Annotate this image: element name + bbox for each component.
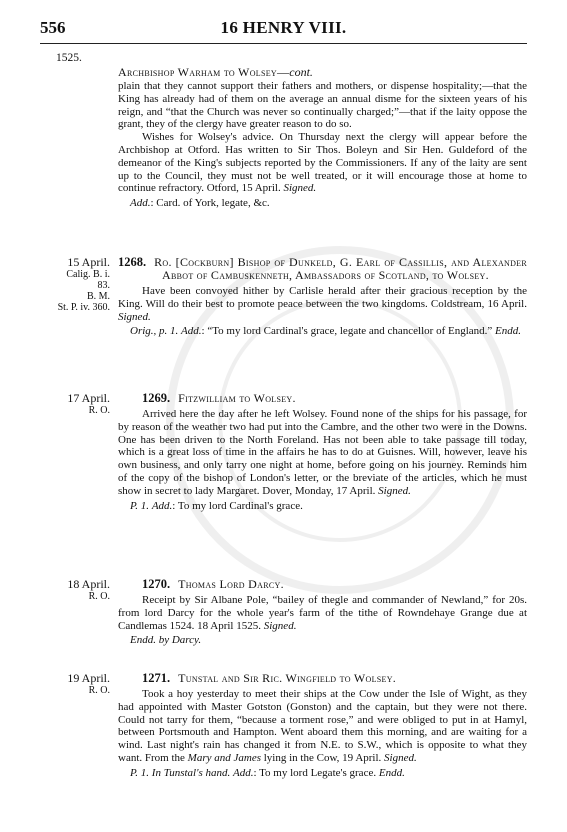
entry-date: 19 April. [67,671,110,685]
ship-name: Mary and James [187,751,261,764]
entry-ref: R. O. [88,404,110,416]
entry-paragraph: Took a hoy yesterday to meet their ships at the Cow under the Isle of Wight, as they had appointed with Master Gotston (Gonston) and the captain, but they were not there. Could not tarry for them, “because a torment rose,” and were obliged to put in at Hamyl, between Portsmouth and Hampton. Went aboard them this morning, and are waiting for a wind. Last night's rain has changed it from N.E. to S.W., which is opposite to what they want. From the Mary and James lying in the Cow, 19 April. Signed. [118,688,527,764]
entry-title: Tunstal and Sir Ric. Wingfield to Wolsey. [178,671,397,685]
entry-ref: 83. [97,279,110,291]
entry-side [40,392,110,416]
signed-label: Signed. [384,751,417,764]
entry-paragraph: Arrived here the day after he left Wolsey. Found none of the ships for his passage, for by reason of the weather two had put into the Cambre, and the other two were in the Downs. One has been driven to the North Foreland. Has not been able to take passage till today, which is a great loss of time in the affairs he has to do at Guisnes. Will, however, leave his own business, and only tarry one night at home, before going on his journey. Reminds him of the copy of the bishop of London's letter, or the breviate of the articles, which he must show in secret to lady Margaret. Dover, Monday, 17 April. Signed. [118,408,527,497]
entry-paragraph: Receipt by Sir Albane Pole, “bailey of thegle and commander of Newland,” for 20s. from lord Darcy for the whole year's farm of the tithe of Rowndehaye Grange due at Candlemas 1524. 18 April 1525. Signed. [118,594,527,632]
entry-date: 15 April. [67,255,110,269]
entry-title: Ro. [Cockburn] Bishop of Dunkeld, G. Earl of Cassillis, and Alexander Abbot of Cambuskenneth, Ambassadors of Scotland, to Wolsey. [154,255,527,282]
signed-label: Signed. [283,182,317,195]
entry-title: Archbishop Warham to Wolsey— [118,65,290,79]
entry-main [118,66,527,210]
entry-note: P. 1. In Tunstal's hand. Add.: To my lord Legate's grace. Endd. [130,766,405,779]
entry-number: 1270. [142,577,171,591]
entry-title: Fitzwilliam to Wolsey. [178,391,296,405]
signed-label: Signed. [378,484,411,497]
entry-side [40,578,110,602]
running-title: 16 HENRY VIII. [220,18,347,37]
entry-title-cont: cont. [289,65,313,79]
margin-year: 1525. [56,52,82,64]
signed-label: Signed. [263,619,297,632]
entry-side [40,256,110,313]
header-rule [40,43,527,44]
entry-side [40,672,110,696]
entry-date: 17 April. [67,391,110,405]
entry-number: 1271. [142,671,171,685]
page-number: 556 [40,18,66,37]
entry-paragraph: Have been convoyed hither by Carlisle herald after their gracious reception by the King. Will do their best to promote peace between the two kingdoms. Coldstream, 16 April. Signed. [118,285,527,323]
entry-note: P. 1. Add.: To my lord Cardinal's grace. [130,499,303,512]
entry-heading [118,256,527,282]
entry-main [118,672,527,780]
signed-label: Signed. [118,310,151,323]
entry-main [118,392,527,512]
entry-main [118,578,527,647]
entry-main [118,256,527,338]
entry-number: 1268. [118,255,147,269]
entry-ref: St. P. iv. 360. [57,301,110,313]
entry-heading [118,578,527,591]
entry-heading [118,392,527,405]
entry-paragraph: Wishes for Wolsey's advice. On Thursday next the clergy will appear before the Archbishop at Otford. Has written to Sir Thos. Boleyn and Sir Hen. Guldeford of the demeanor of the King's subjects reported by the Commissioners. If any of the laity are sent up to the Council, they must not be well treated, or it will encourage those at home to continue refractory. Otford, 15 April. Signed. [118,131,527,195]
entry-ref: R. O. [88,590,110,602]
entry-number: 1269. [142,391,171,405]
entry-title: Thomas Lord Darcy. [178,577,284,591]
entry-note: Orig., p. 1. Add.: “To my lord Cardinal's grace, legate and chancellor of England.” Endd. [130,325,522,338]
entry-ref: Calig. B. i. [66,268,110,280]
entry-ref: B. M. [86,290,110,302]
running-head [40,18,527,40]
entry-ref: R. O. [88,684,110,696]
entry-date: 18 April. [67,577,110,591]
entry-heading [118,672,527,685]
entry-note: Endd. by Darcy. [130,634,202,647]
entry-note: Add.: Card. of York, legate, &c. [130,197,270,210]
entry-heading [118,66,527,79]
entry-paragraph: plain that they cannot support their fathers and mothers, or dispense hospitality;—that the King has already had of them on the average an annual disme for the sixteen years of his reign, and “that the Church was never so continually charged;”—that if the laity oppose the grant, they of the clergy have greater reason to do so. [118,80,527,131]
